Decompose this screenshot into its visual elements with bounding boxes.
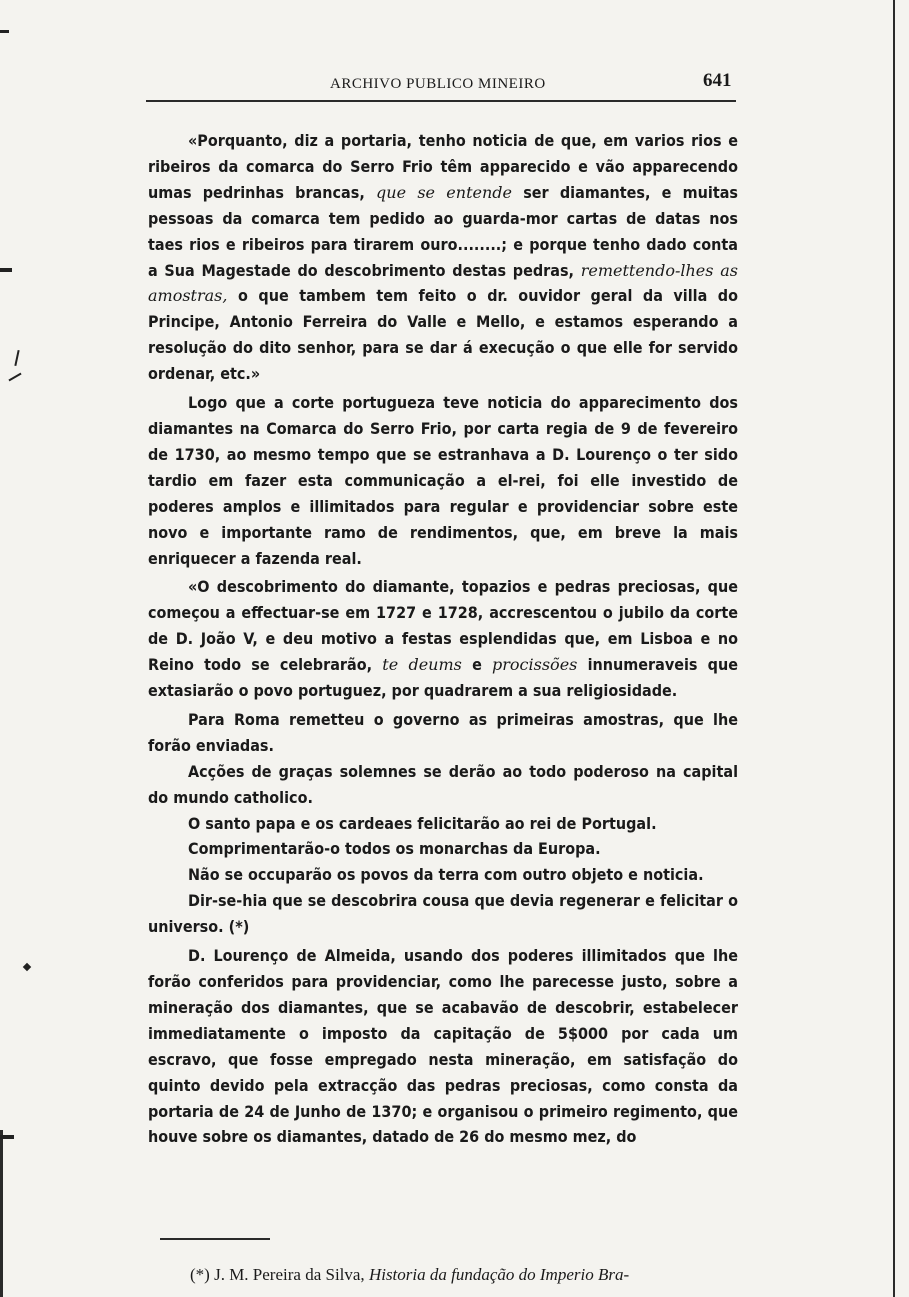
italic-phrase: te deums <box>382 655 462 675</box>
text-run: Dir-se-hia que se descobrira cousa que devia regenerar e felicitar o universo. (*) <box>148 891 738 937</box>
body-text <box>148 128 738 1153</box>
margin-mark <box>14 350 19 366</box>
footnote <box>190 1265 750 1285</box>
text-run: Comprimentarão-o todos os monarchas da Europa. <box>188 839 601 859</box>
paragraph <box>148 390 738 571</box>
page-number: 641 <box>703 70 732 91</box>
margin-mark <box>0 1135 14 1139</box>
paragraph <box>148 759 738 811</box>
text-run: Não se occuparão os povos da terra com outro objeto e noticia. <box>188 865 704 885</box>
text-run: Acções de graças solemnes se derão ao todo poderoso na capital do mundo catholico. <box>148 761 738 807</box>
text-run: Para Roma remetteu o governo as primeiras amostras, que lhe forão enviadas. <box>148 709 738 755</box>
paragraph <box>148 888 738 940</box>
margin-mark <box>0 268 12 272</box>
footnote-rule <box>160 1238 270 1240</box>
text-run: O santo papa e os cardeaes felicitarão ao rei de Portugal. <box>188 813 657 833</box>
paragraph <box>148 574 738 704</box>
binding-edge-line <box>0 1130 3 1297</box>
paragraph <box>148 707 738 759</box>
text-run: D. Lourenço de Almeida, usando dos poderes illimitados que lhe forão conferidos para providenciar, como lhe parecesse justo, sobre a mineração dos diamantes, que se acabavão de descobrir, estabelecer immediatamente o imposto da capitação de 5$000 por cada um escravo, que fosse empregado nesta mineração, em satisfação do quinto devido pela extracção das pedras preciosas, como consta da portaria de 24 de Junho de 1370; e organisou o primeiro regimento, que houve sobre os diamantes, datado de 26 do mesmo mez, do <box>148 946 738 1147</box>
paragraph <box>148 943 738 1150</box>
text-run: (*) J. M. Pereira da Silva, <box>190 1265 369 1284</box>
paragraph <box>148 862 738 888</box>
page-edge-line <box>893 0 895 1297</box>
margin-mark <box>0 30 9 33</box>
paragraph <box>148 128 738 387</box>
text-run: Logo que a corte portugueza teve noticia do apparecimento dos diamantes na Comarca do Serro Frio, por carta regia de 9 de fevereiro de 1730, ao mesmo tempo que se estranhava a D. Lourenço o ter sido tardio em fazer esta communicação a el-rei, foi elle investido de poderes amplos e illimitados para regular e providenciar sobre este novo e importante ramo de rendimentos, que, em breve la mais enriquecer a fazenda real. <box>148 393 738 568</box>
margin-mark <box>23 963 31 971</box>
running-head: ARCHIVO PUBLICO MINEIRO <box>330 76 546 92</box>
italic-phrase: que se entende <box>376 182 512 202</box>
text-run: «O descobrimento do diamante, topazios e pedras preciosas, que começou a effectuar-se em 1727 e 1728, accrescentou o jubilo da corte de D. João V, e deu motivo a festas esplendidas que, em Lisboa e no Reino todo se celebrarão, <box>148 577 738 675</box>
italic-phrase: remettendo-lhes as amostras, <box>148 260 739 306</box>
italic-phrase: Historia da fundação do Imperio Bra- <box>368 1265 630 1284</box>
text-run: ser diamantes, e muitas pessoas da comarca tem pedido ao guarda-mor cartas de datas nos taes rios e ribeiros para tirarem ouro........; e porque tenho dado conta a Sua Magestade do descobrimento destas pedras, <box>148 182 739 280</box>
paragraph <box>148 811 738 837</box>
text-run: «Porquanto, diz a portaria, tenho noticia de que, em varios rios e ribeiros da comarca do Serro Frio têm apparecido e vão apparecendo umas pedrinhas brancas, <box>148 131 738 202</box>
text-run: o que tambem tem feito o dr. ouvidor geral da villa do Principe, Antonio Ferreira do Valle e Mello, e estamos esperando a resolução do dito senhor, para se dar á execução o que elle for servido ordenar, etc.» <box>148 286 738 384</box>
italic-phrase: procissões <box>492 655 578 675</box>
text-run: innumeraveis que extasiarão o povo portuguez, por quadrarem a sua religiosidade. <box>148 655 738 701</box>
margin-mark <box>8 373 21 382</box>
header-rule <box>146 100 736 104</box>
paragraph <box>148 836 738 862</box>
text-run: e <box>461 655 493 675</box>
page-header <box>148 70 738 100</box>
